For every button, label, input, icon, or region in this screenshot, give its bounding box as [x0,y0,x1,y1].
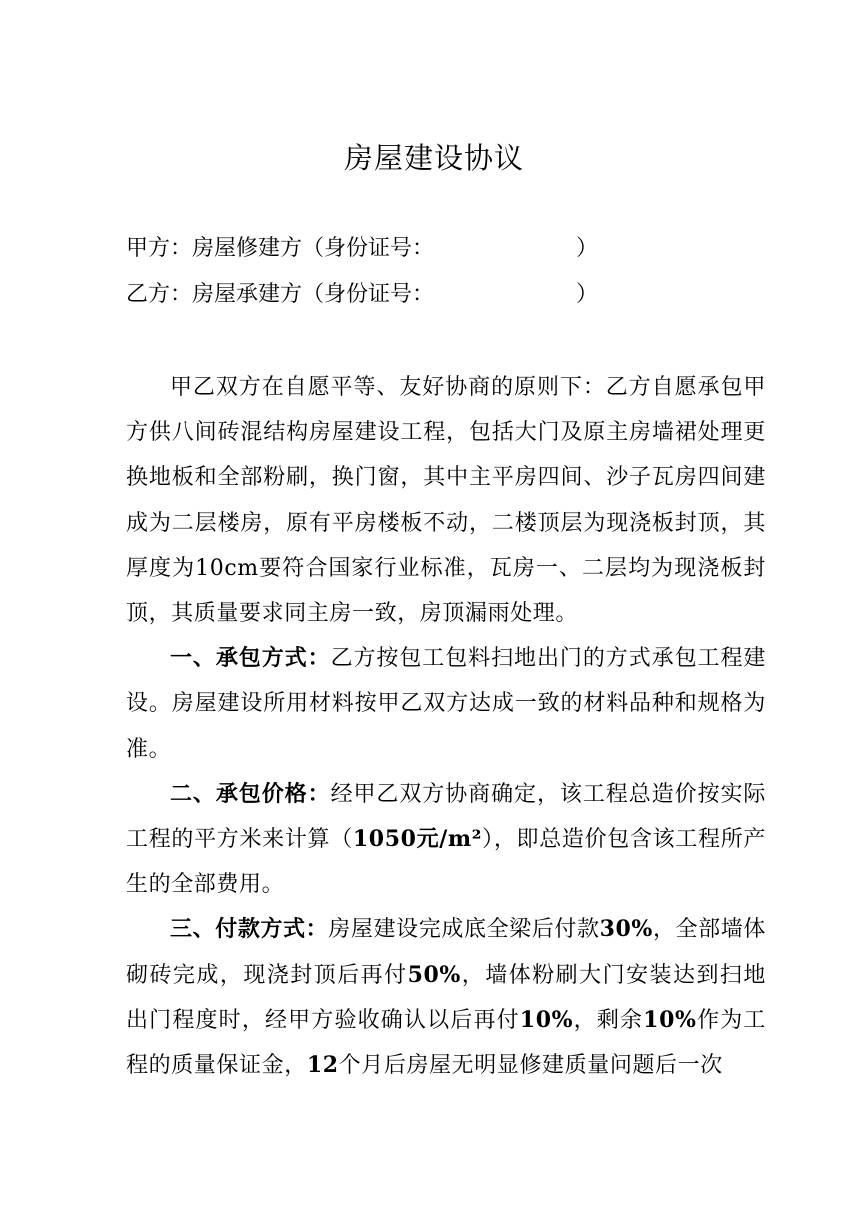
section-contract-price-text-b: ），即总造价包含该工程所产生的全部费用。 [126,827,766,898]
payment-text-d: ，剩余 [573,1007,644,1033]
payment-text-c: ，墙体粉刷大门安装达到扫地出门程度时，经甲方验收确认以后再付 [126,962,766,1033]
payment-text-f: 个月后房屋无明显修建质量问题后一次 [338,1053,723,1079]
payment-text-e: 作为工程的质量保证金， [126,1007,766,1079]
warranty-months: 12 [306,1052,339,1079]
party-a-label: 甲方：房屋修建方（身份证号： [126,236,435,261]
document-title: 房屋建设协议 [343,141,524,175]
section-contract-price [126,772,766,908]
section-contract-price-heading: 二、承包价格： [170,780,331,807]
section-contract-method-heading: 一、承包方式： [170,645,331,672]
section-contract-price-text-a: 经甲乙双方协商确定，该工程总造价按实际工程的平方米来计算（ [126,781,767,853]
payment-pct-2: 50% [407,961,461,988]
party-b-line [126,280,599,310]
intro-paragraph: 甲乙双方在自愿平等、友好协商的原则下：乙方自愿承包甲方供八间砖混结构房屋建设工程，包括大门及原主房墙裙处理更换地板和全部粉刷，换门窗，其中主平房四间、沙子瓦房四间建成为二层楼房，原有平房楼板不动，二楼顶层为现浇板封顶，其厚度为10cm要符合国家行业标准，瓦房一、二层均为现浇板封顶，其质量要求同主房一致，房顶漏雨处理。 [126,375,766,627]
section-contract-method [126,636,766,772]
payment-text-a: 房屋建设完成底全梁后付款 [328,917,600,943]
party-b-close: ） [576,282,599,307]
party-a-line [126,234,599,264]
payment-pct-1: 30% [599,916,653,943]
section-payment-method-heading: 三、付款方式： [170,916,329,943]
party-a-close: ） [576,236,599,261]
agreement-body [126,365,766,1088]
party-b-label: 乙方：房屋承建方（身份证号： [126,282,435,307]
payment-pct-3: 10% [519,1006,574,1033]
unit-price: 1050元/m² [352,826,483,853]
section-contract-method-text: 乙方按包工包料扫地出门的方式承包工程建设。房屋建设所用材料按甲乙双方达成一致的材料品种和规格为准。 [126,646,767,762]
payment-text-b: ，全部墙体砌砖完成，现浇封顶后再付 [126,917,766,988]
section-payment-method [126,907,766,1088]
payment-pct-4: 10% [643,1006,697,1033]
